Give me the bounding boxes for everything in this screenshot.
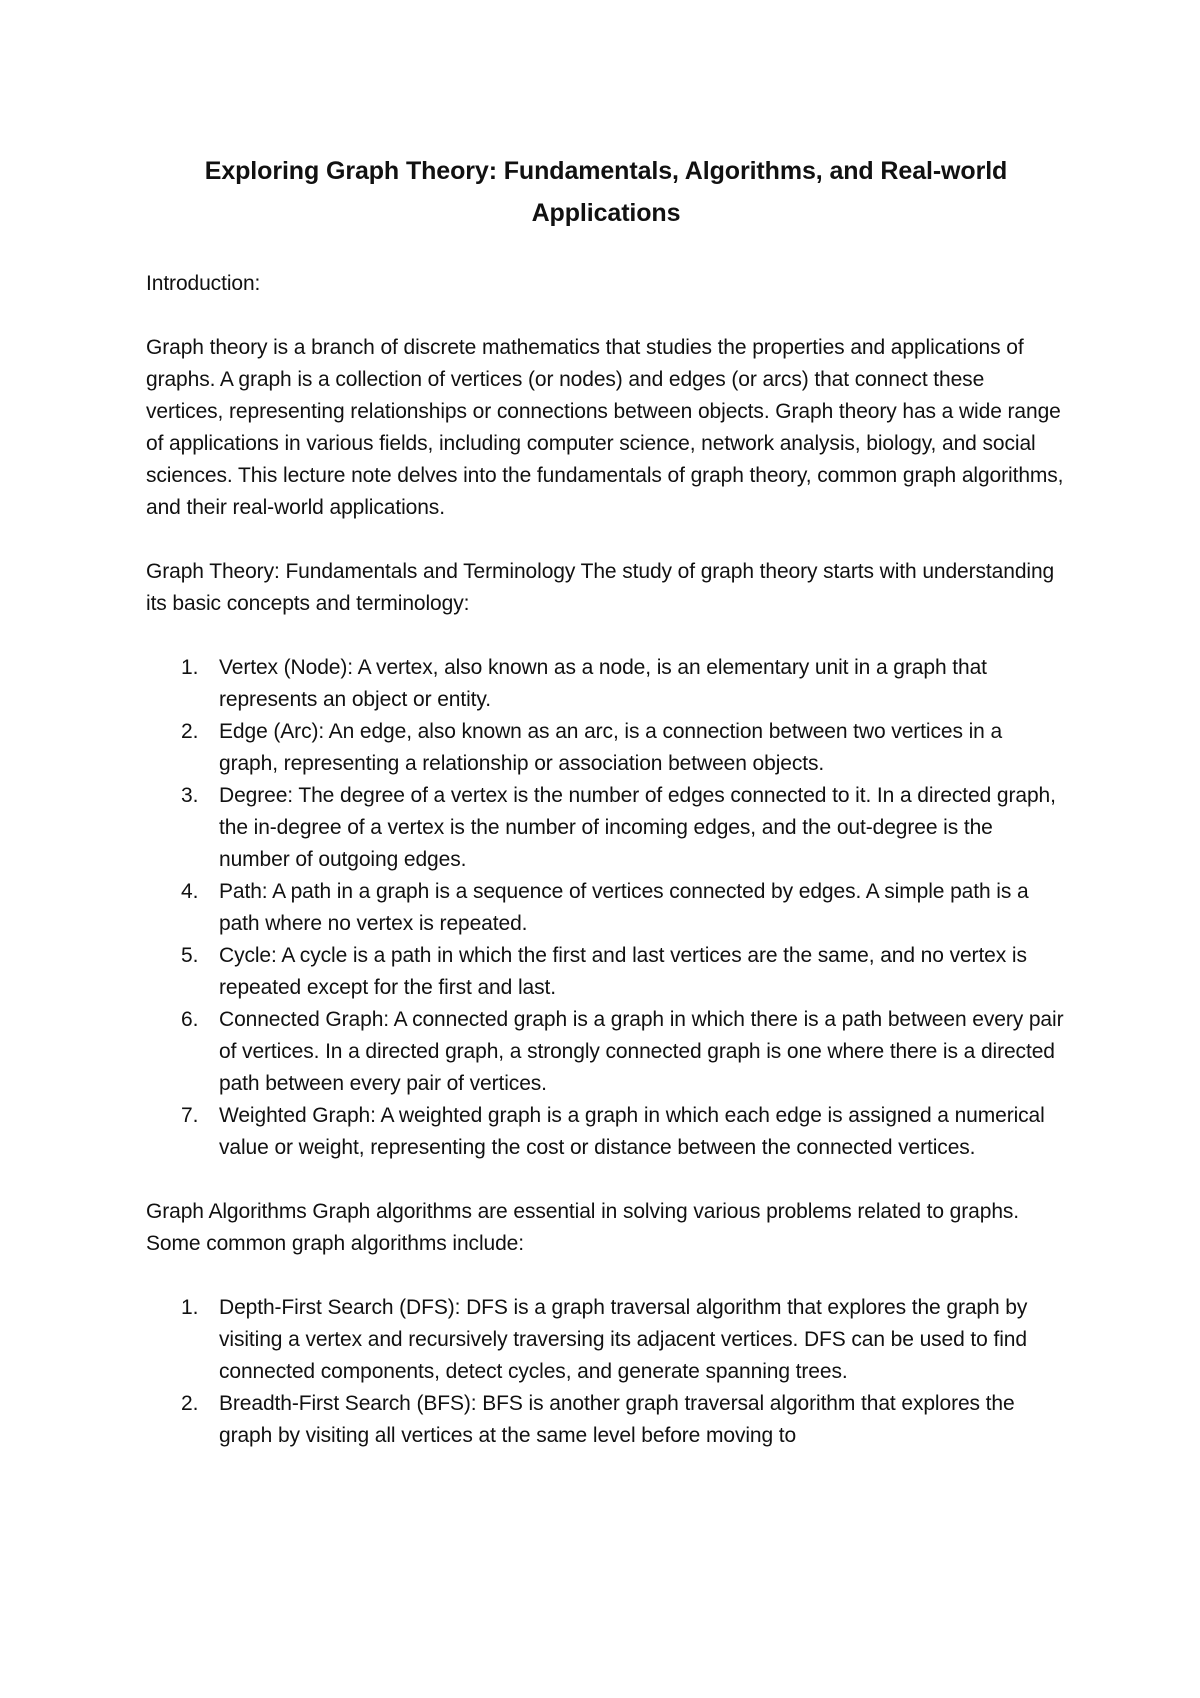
list-item-number: 6. (181, 1008, 199, 1031)
document-title: Exploring Graph Theory: Fundamentals, Algorithms, and Real-world Applications (204, 157, 1008, 227)
list-item (146, 780, 1066, 876)
fundamentals-paragraph: Graph Theory: Fundamentals and Terminology The study of graph theory starts with understanding its basic concepts and terminology: (146, 560, 1055, 615)
list-item-number: 3. (181, 784, 199, 807)
list-item (146, 1388, 1066, 1452)
list-item (146, 716, 1066, 780)
list-item (146, 876, 1066, 940)
introduction-paragraph: Graph theory is a branch of discrete mathematics that studies the properties and applications of graphs. A graph is a collection of vertices (or nodes) and edges (or arcs) that connect these vertices, representing relationships or connections between objects. Graph theory has a wide range of applications in various fields, including computer science, network analysis, biology, and social sciences. This lecture note delves into the fundamentals of graph theory, common graph algorithms, and their real-world applications. (146, 336, 1064, 519)
list-item (146, 1100, 1066, 1164)
list-item-text: Weighted Graph: A weighted graph is a graph in which each edge is assigned a numerical value or weight, representing the cost or distance between the connected vertices. (219, 1104, 1045, 1159)
algorithms-list (146, 1292, 1066, 1452)
list-item-text: Vertex (Node): A vertex, also known as a node, is an elementary unit in a graph that represents an object or entity. (219, 656, 987, 711)
list-item (146, 1004, 1066, 1100)
list-item-number: 2. (181, 720, 199, 743)
list-item-text: Path: A path in a graph is a sequence of vertices connected by edges. A simple path is a path where no vertex is repeated. (219, 880, 1029, 935)
list-item-number: 1. (181, 656, 199, 679)
list-item-text: Cycle: A cycle is a path in which the first and last vertices are the same, and no vertex is repeated except for the first and last. (219, 944, 1027, 999)
list-item-text: Depth-First Search (DFS): DFS is a graph traversal algorithm that explores the graph by visiting a vertex and recursively traversing its adjacent vertices. DFS can be used to find connected components, detect cycles, and generate spanning trees. (219, 1296, 1028, 1383)
fundamentals-list (146, 652, 1066, 1164)
list-item (146, 652, 1066, 716)
algorithms-paragraph: Graph Algorithms Graph algorithms are essential in solving various problems related to graphs. Some common graph algorithms include: (146, 1200, 1020, 1255)
list-item-number: 2. (181, 1392, 199, 1415)
list-item-text: Edge (Arc): An edge, also known as an arc, is a connection between two vertices in a graph, representing a relationship or association between objects. (219, 720, 1003, 775)
list-item-number: 5. (181, 944, 199, 967)
list-item-text: Connected Graph: A connected graph is a graph in which there is a path between every pair of vertices. In a directed graph, a strongly connected graph is one where there is a directed path between every pair of vertices. (219, 1008, 1064, 1095)
introduction-heading: Introduction: (146, 272, 261, 295)
list-item (146, 940, 1066, 1004)
document-body (146, 150, 1066, 1452)
list-item-number: 1. (181, 1296, 199, 1319)
list-item-number: 7. (181, 1104, 199, 1127)
list-item-text: Degree: The degree of a vertex is the number of edges connected to it. In a directed graph, the in-degree of a vertex is the number of incoming edges, and the out-degree is the number of outgoing edges. (219, 784, 1056, 871)
list-item-number: 4. (181, 880, 199, 903)
list-item (146, 1292, 1066, 1388)
list-item-text: Breadth-First Search (BFS): BFS is another graph traversal algorithm that explores the graph by visiting all vertices at the same level before moving to (219, 1392, 1015, 1447)
